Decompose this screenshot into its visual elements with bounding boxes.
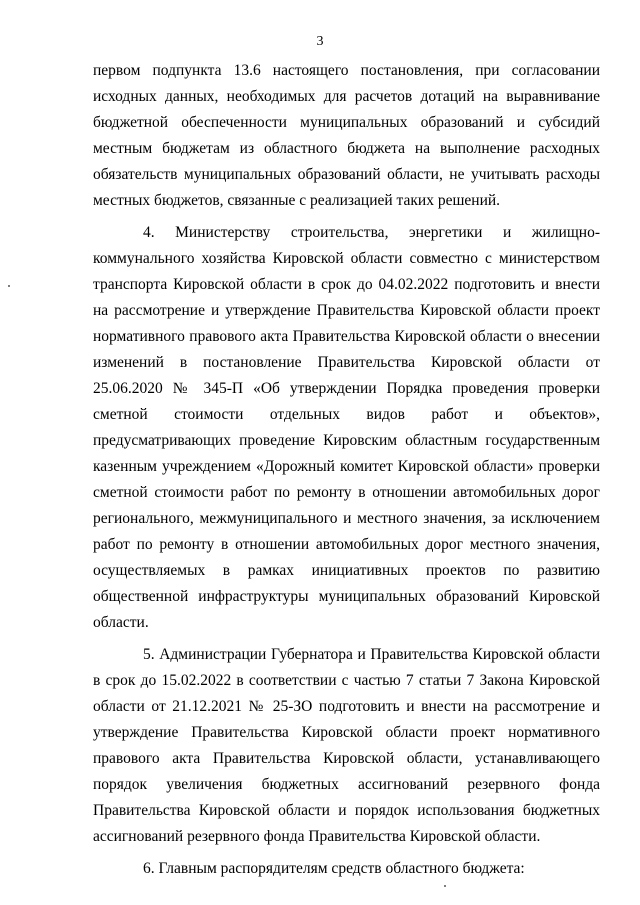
paragraph-item-4: 4. Министерству строительства, энергетики и жилищно-коммунального хозяйства Кировской области совместно с министерством транспорта Кировской области в срок до 04.02.2022 подготовить и внести на рассмотрение и утверждение Правительства Кировской области проект нормативного правового акта Правительства Кировской области о внесении изменений в постановление Правительства Кировской области от 25.06.2020 № 345-П «Об утверждении Порядка проведения проверки сметной стоимости отдельных видов работ и объектов», предусматривающих проведение Кировским областным государственным казенным учреждением «Дорожный комитет Кировской области» проверки сметной стоимости работ по ремонту в отношении автомобильных дорог регионального, межмуниципального и местного значения, за исключением работ по ремонту в отношении автомобильных дорог местного значения, осуществляемых в рамках инициативных проектов по развитию общественной инфраструктуры муниципальных образований Кировской области.: [93, 224, 600, 631]
scan-speck: [444, 885, 446, 887]
page-number: 3: [316, 34, 324, 49]
paragraph-item-5: 5. Администрации Губернатора и Правительства Кировской области в срок до 15.02.2022 в соответствии с частью 7 статьи 7 Закона Кировской области от 21.12.2021 № 25-ЗО подготовить и внести на рассмотрение и утверждение Правительства Кировской области проект нормативного правового акта Правительства Кировской области, устанавливающего порядок увеличения бюджетных ассигнований резервного фонда Правительства Кировской области и порядок использования бюджетных ассигнований резервного фонда Правительства Кировской области.: [93, 646, 600, 845]
document-body: [93, 58, 600, 882]
paragraph-continuation: первом подпункта 13.6 настоящего постановления, при согласовании исходных данных, необходимых для расчетов дотаций на выравнивание бюджетной обеспеченности муниципальных образований и субсидий местным бюджетам из областного бюджета на выполнение расходных обязательств муниципальных образований области, не учитывать расходы местных бюджетов, связанные с реализацией таких решений.: [93, 62, 600, 209]
scan-speck: [8, 285, 10, 287]
paragraph-item-6: 6. Главным распорядителям средств областного бюджета:: [143, 860, 525, 877]
